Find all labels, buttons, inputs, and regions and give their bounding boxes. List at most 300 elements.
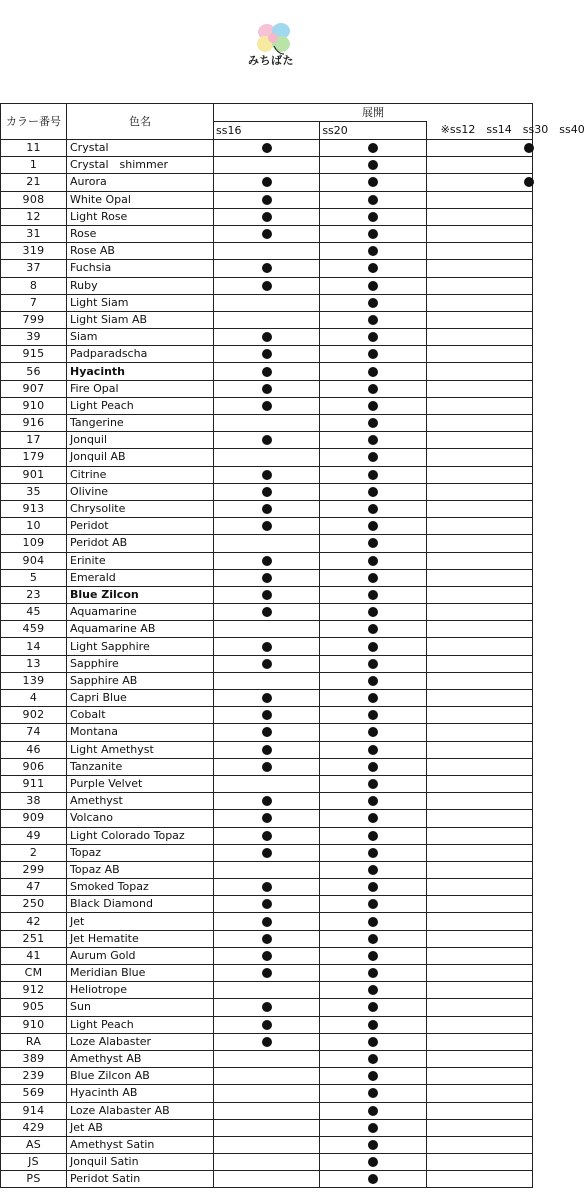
- color-code: 12: [1, 208, 67, 225]
- available-dot-icon: [262, 642, 272, 652]
- color-code: 389: [1, 1050, 67, 1067]
- color-code: 35: [1, 483, 67, 500]
- other-sizes-availability: [426, 810, 532, 827]
- color-code: 109: [1, 535, 67, 552]
- available-dot-icon: [368, 1088, 378, 1098]
- available-dot-icon: [368, 384, 378, 394]
- color-code: 139: [1, 672, 67, 689]
- color-code: 7: [1, 294, 67, 311]
- available-dot-icon: [368, 865, 378, 875]
- color-name: Light Amethyst: [67, 741, 214, 758]
- available-dot-icon: [262, 813, 272, 823]
- ss16-availability: [214, 930, 320, 947]
- color-name: Volcano: [67, 810, 214, 827]
- color-code: AS: [1, 1136, 67, 1153]
- color-name: Purple Velvet: [67, 775, 214, 792]
- available-dot-icon: [262, 332, 272, 342]
- color-name: Jonquil: [67, 432, 214, 449]
- other-sizes-availability: [426, 930, 532, 947]
- color-name: Sapphire AB: [67, 672, 214, 689]
- available-dot-icon: [368, 177, 378, 187]
- color-code: 902: [1, 707, 67, 724]
- ss16-availability: [214, 1136, 320, 1153]
- ss16-availability: [214, 397, 320, 414]
- color-name: Ruby: [67, 277, 214, 294]
- table-row: [1, 415, 533, 432]
- color-code: 2: [1, 844, 67, 861]
- other-sizes-availability: [426, 638, 532, 655]
- header-other-sizes: ※ss12 ss14 ss30 ss40: [426, 122, 532, 140]
- ss20-availability: [320, 965, 426, 982]
- available-dot-icon: [368, 762, 378, 772]
- table-row: [1, 741, 533, 758]
- table-row: [1, 277, 533, 294]
- table-row: [1, 449, 533, 466]
- table-row: [1, 999, 533, 1016]
- color-code: PS: [1, 1171, 67, 1188]
- available-dot-icon: [368, 659, 378, 669]
- ss20-availability: [320, 844, 426, 861]
- ss20-availability: [320, 1102, 426, 1119]
- other-sizes-availability: [426, 225, 532, 242]
- color-code: 912: [1, 982, 67, 999]
- other-sizes-availability: [426, 793, 532, 810]
- table-row: [1, 793, 533, 810]
- ss20-availability: [320, 174, 426, 191]
- other-sizes-availability: [426, 329, 532, 346]
- available-dot-icon: [262, 1020, 272, 1030]
- table-row: [1, 827, 533, 844]
- available-dot-icon: [262, 487, 272, 497]
- color-code: 11: [1, 140, 67, 157]
- ss20-availability: [320, 947, 426, 964]
- color-name: Cobalt: [67, 707, 214, 724]
- available-dot-icon: [262, 435, 272, 445]
- ss20-availability: [320, 294, 426, 311]
- available-dot-icon: [368, 1174, 378, 1184]
- table-row: [1, 294, 533, 311]
- available-dot-icon: [262, 693, 272, 703]
- table-row: [1, 810, 533, 827]
- color-name: Blue Zilcon: [67, 586, 214, 603]
- ss16-availability: [214, 827, 320, 844]
- available-dot-icon: [262, 917, 272, 927]
- ss20-availability: [320, 827, 426, 844]
- available-dot-icon: [368, 710, 378, 720]
- other-sizes-availability: [426, 260, 532, 277]
- ss20-availability: [320, 380, 426, 397]
- ss16-availability: [214, 913, 320, 930]
- table-row: [1, 655, 533, 672]
- color-code: 8: [1, 277, 67, 294]
- ss20-availability: [320, 982, 426, 999]
- table-row: [1, 225, 533, 242]
- ss20-availability: [320, 260, 426, 277]
- available-dot-icon: [368, 1054, 378, 1064]
- color-name: Amethyst AB: [67, 1050, 214, 1067]
- color-code: CM: [1, 965, 67, 982]
- ss20-availability: [320, 758, 426, 775]
- other-sizes-availability: [426, 294, 532, 311]
- table-row: [1, 363, 533, 380]
- color-name: Padparadscha: [67, 346, 214, 363]
- color-name: Light Colorado Topaz: [67, 827, 214, 844]
- available-dot-icon: [368, 1037, 378, 1047]
- header-tenkai: 展開: [214, 104, 533, 122]
- color-name: Erinite: [67, 552, 214, 569]
- color-code: 901: [1, 466, 67, 483]
- table-row: [1, 1016, 533, 1033]
- table-row: [1, 569, 533, 586]
- ss20-availability: [320, 775, 426, 792]
- available-dot-icon: [262, 177, 272, 187]
- color-name: Montana: [67, 724, 214, 741]
- table-row: [1, 208, 533, 225]
- color-name: Rose AB: [67, 243, 214, 260]
- color-name: Tangerine: [67, 415, 214, 432]
- ss20-availability: [320, 1085, 426, 1102]
- ss16-availability: [214, 1102, 320, 1119]
- ss20-availability: [320, 690, 426, 707]
- color-code: 914: [1, 1102, 67, 1119]
- available-dot-icon: [368, 556, 378, 566]
- ss16-availability: [214, 982, 320, 999]
- available-dot-icon: [368, 418, 378, 428]
- ss20-availability: [320, 707, 426, 724]
- ss16-availability: [214, 896, 320, 913]
- available-dot-icon: [262, 745, 272, 755]
- ss20-availability: [320, 346, 426, 363]
- ss20-availability: [320, 1119, 426, 1136]
- available-dot-icon: [368, 504, 378, 514]
- ss20-availability: [320, 621, 426, 638]
- ss16-availability: [214, 879, 320, 896]
- color-name: Light Siam: [67, 294, 214, 311]
- ss16-availability: [214, 965, 320, 982]
- ss16-availability: [214, 294, 320, 311]
- color-code: 459: [1, 621, 67, 638]
- color-name: White Opal: [67, 191, 214, 208]
- table-row: [1, 982, 533, 999]
- color-code: 569: [1, 1085, 67, 1102]
- other-sizes-availability: [426, 999, 532, 1016]
- other-sizes-availability: [426, 500, 532, 517]
- available-dot-icon: [368, 315, 378, 325]
- available-dot-icon: [262, 349, 272, 359]
- color-code: 74: [1, 724, 67, 741]
- ss16-availability: [214, 1068, 320, 1085]
- available-dot-icon: [368, 779, 378, 789]
- other-sizes-availability: [426, 535, 532, 552]
- available-dot-icon: [368, 813, 378, 823]
- other-sizes-availability: [426, 157, 532, 174]
- other-sizes-availability: [426, 1033, 532, 1050]
- other-sizes-availability: [426, 518, 532, 535]
- other-sizes-availability: [426, 758, 532, 775]
- other-sizes-availability: [426, 1119, 532, 1136]
- ss20-availability: [320, 861, 426, 878]
- table-row: [1, 140, 533, 157]
- ss20-availability: [320, 1050, 426, 1067]
- ss20-availability: [320, 397, 426, 414]
- table-row: [1, 432, 533, 449]
- color-code: 45: [1, 604, 67, 621]
- ss16-availability: [214, 432, 320, 449]
- available-dot-icon: [262, 882, 272, 892]
- other-sizes-availability: [426, 965, 532, 982]
- ss20-availability: [320, 243, 426, 260]
- ss16-availability: [214, 604, 320, 621]
- ss16-availability: [214, 1171, 320, 1188]
- other-sizes-availability: [426, 191, 532, 208]
- available-dot-icon: [368, 487, 378, 497]
- available-dot-icon: [368, 229, 378, 239]
- header-ss16: ss16: [214, 122, 320, 140]
- color-name: Amethyst: [67, 793, 214, 810]
- other-sizes-availability: [426, 1085, 532, 1102]
- color-name: Topaz: [67, 844, 214, 861]
- color-name: Aquamarine: [67, 604, 214, 621]
- table-row: [1, 500, 533, 517]
- ss20-availability: [320, 208, 426, 225]
- table-row: [1, 1171, 533, 1188]
- header-code: カラー番号: [1, 104, 67, 140]
- color-name: Crystal: [67, 140, 214, 157]
- color-name: Amethyst Satin: [67, 1136, 214, 1153]
- available-dot-icon: [368, 848, 378, 858]
- other-sizes-availability: [426, 174, 532, 191]
- ss20-availability: [320, 518, 426, 535]
- available-dot-icon: [368, 160, 378, 170]
- color-code: 13: [1, 655, 67, 672]
- available-dot-icon: [262, 951, 272, 961]
- ss16-availability: [214, 518, 320, 535]
- color-name: Fuchsia: [67, 260, 214, 277]
- color-code: 906: [1, 758, 67, 775]
- ss16-availability: [214, 415, 320, 432]
- color-code: 46: [1, 741, 67, 758]
- color-code: 250: [1, 896, 67, 913]
- ss20-availability: [320, 552, 426, 569]
- table-row: [1, 1154, 533, 1171]
- ss20-availability: [320, 930, 426, 947]
- ss20-availability: [320, 432, 426, 449]
- table-row: [1, 724, 533, 741]
- table-row: [1, 1136, 533, 1153]
- other-sizes-availability: [426, 1136, 532, 1153]
- color-code: 23: [1, 586, 67, 603]
- color-code: 429: [1, 1119, 67, 1136]
- available-dot-icon: [262, 195, 272, 205]
- other-sizes-availability: [426, 311, 532, 328]
- color-name: Citrine: [67, 466, 214, 483]
- available-dot-icon: [262, 1037, 272, 1047]
- color-name: Aurum Gold: [67, 947, 214, 964]
- other-sizes-availability: [426, 140, 532, 157]
- color-code: 47: [1, 879, 67, 896]
- color-code: 799: [1, 311, 67, 328]
- color-code: 56: [1, 363, 67, 380]
- table-row: [1, 518, 533, 535]
- table-row: [1, 1033, 533, 1050]
- available-dot-icon: [262, 367, 272, 377]
- available-dot-icon: [262, 848, 272, 858]
- color-code: 31: [1, 225, 67, 242]
- available-dot-icon: [368, 263, 378, 273]
- color-name: Topaz AB: [67, 861, 214, 878]
- ss20-availability: [320, 191, 426, 208]
- ss16-availability: [214, 1085, 320, 1102]
- other-sizes-availability: [426, 243, 532, 260]
- other-sizes-availability: [426, 1068, 532, 1085]
- available-dot-icon: [262, 401, 272, 411]
- ss16-availability: [214, 449, 320, 466]
- other-sizes-availability: [426, 672, 532, 689]
- color-code: 5: [1, 569, 67, 586]
- color-name: Olivine: [67, 483, 214, 500]
- table-row: [1, 690, 533, 707]
- available-dot-icon: [368, 1123, 378, 1133]
- ss16-availability: [214, 793, 320, 810]
- ss20-availability: [320, 449, 426, 466]
- color-code: 910: [1, 1016, 67, 1033]
- color-code: 907: [1, 380, 67, 397]
- available-dot-icon: [262, 573, 272, 583]
- ss20-availability: [320, 140, 426, 157]
- ss20-availability: [320, 793, 426, 810]
- other-sizes-availability: [426, 861, 532, 878]
- other-sizes-availability: [426, 208, 532, 225]
- available-dot-icon: [262, 521, 272, 531]
- other-sizes-availability: [426, 775, 532, 792]
- color-code: 38: [1, 793, 67, 810]
- table-row: [1, 260, 533, 277]
- other-sizes-availability: [426, 277, 532, 294]
- color-code: 179: [1, 449, 67, 466]
- color-code: 49: [1, 827, 67, 844]
- other-sizes-availability: [426, 707, 532, 724]
- ss16-availability: [214, 500, 320, 517]
- color-code: 17: [1, 432, 67, 449]
- other-sizes-availability: [426, 604, 532, 621]
- ss20-availability: [320, 277, 426, 294]
- available-dot-icon: [368, 401, 378, 411]
- ss16-availability: [214, 569, 320, 586]
- color-name: Peridot AB: [67, 535, 214, 552]
- available-dot-icon: [262, 796, 272, 806]
- available-dot-icon: [262, 504, 272, 514]
- ss16-availability: [214, 1016, 320, 1033]
- table-row: [1, 174, 533, 191]
- available-dot-icon: [368, 831, 378, 841]
- table-row: [1, 380, 533, 397]
- color-code: JS: [1, 1154, 67, 1171]
- ss16-availability: [214, 1119, 320, 1136]
- other-sizes-availability: [426, 896, 532, 913]
- ss16-availability: [214, 535, 320, 552]
- color-name: Jonquil Satin: [67, 1154, 214, 1171]
- table-row: [1, 1102, 533, 1119]
- available-dot-icon: [262, 556, 272, 566]
- table-row: [1, 775, 533, 792]
- other-sizes-availability: [426, 569, 532, 586]
- ss16-availability: [214, 758, 320, 775]
- color-name: Light Sapphire: [67, 638, 214, 655]
- available-dot-icon: [368, 882, 378, 892]
- available-dot-icon: [368, 676, 378, 686]
- ss20-availability: [320, 157, 426, 174]
- ss16-availability: [214, 380, 320, 397]
- available-dot-icon: [262, 1002, 272, 1012]
- available-dot-icon: [368, 917, 378, 927]
- available-dot-icon: [262, 899, 272, 909]
- other-sizes-availability: [426, 1016, 532, 1033]
- color-name: Jonquil AB: [67, 449, 214, 466]
- ss16-availability: [214, 552, 320, 569]
- available-dot-icon: [368, 349, 378, 359]
- color-name: Peridot: [67, 518, 214, 535]
- color-name: Light Rose: [67, 208, 214, 225]
- ss16-availability: [214, 483, 320, 500]
- color-code: 4: [1, 690, 67, 707]
- available-dot-icon: [368, 1071, 378, 1081]
- available-dot-icon: [368, 435, 378, 445]
- color-name: Light Peach: [67, 1016, 214, 1033]
- available-dot-icon: [368, 693, 378, 703]
- color-code: 299: [1, 861, 67, 878]
- ss16-availability: [214, 208, 320, 225]
- available-dot-icon: [368, 1140, 378, 1150]
- available-dot-icon: [368, 985, 378, 995]
- color-code: 37: [1, 260, 67, 277]
- ss16-availability: [214, 741, 320, 758]
- ss16-availability: [214, 174, 320, 191]
- ss20-availability: [320, 741, 426, 758]
- color-name: Capri Blue: [67, 690, 214, 707]
- available-dot-icon: [262, 762, 272, 772]
- ss16-availability: [214, 260, 320, 277]
- available-dot-icon: [368, 624, 378, 634]
- available-dot-icon: [524, 177, 534, 187]
- color-code: 910: [1, 397, 67, 414]
- color-name: Fire Opal: [67, 380, 214, 397]
- other-sizes-availability: [426, 552, 532, 569]
- ss16-availability: [214, 707, 320, 724]
- ss16-availability: [214, 329, 320, 346]
- available-dot-icon: [262, 659, 272, 669]
- available-dot-icon: [262, 831, 272, 841]
- color-name: Sapphire: [67, 655, 214, 672]
- other-sizes-availability: [426, 724, 532, 741]
- other-sizes-availability: [426, 1154, 532, 1171]
- other-sizes-availability: [426, 913, 532, 930]
- available-dot-icon: [368, 607, 378, 617]
- ss16-availability: [214, 638, 320, 655]
- available-dot-icon: [262, 590, 272, 600]
- table-row: [1, 243, 533, 260]
- available-dot-icon: [368, 212, 378, 222]
- ss16-availability: [214, 999, 320, 1016]
- table-row: [1, 191, 533, 208]
- other-sizes-availability: [426, 380, 532, 397]
- table-row: [1, 638, 533, 655]
- ss16-availability: [214, 621, 320, 638]
- other-sizes-availability: [426, 741, 532, 758]
- other-sizes-availability: [426, 483, 532, 500]
- color-name: Hyacinth: [67, 363, 214, 380]
- color-name: Jet AB: [67, 1119, 214, 1136]
- ss20-availability: [320, 724, 426, 741]
